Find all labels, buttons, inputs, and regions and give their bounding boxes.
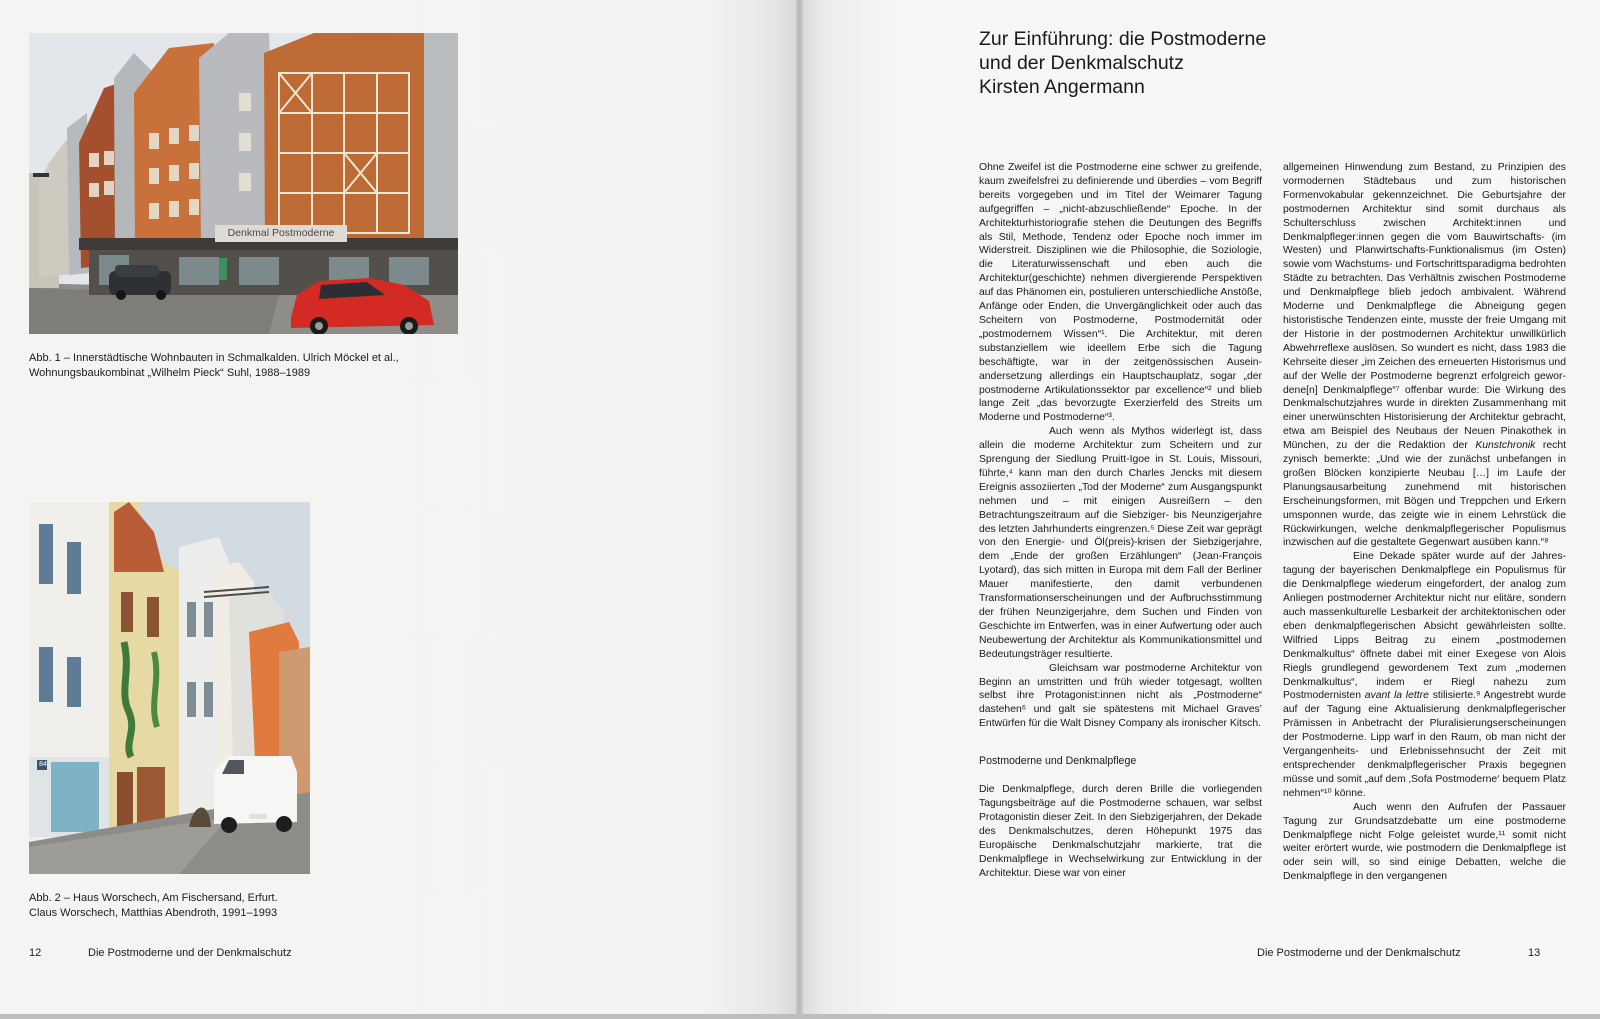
section-heading: Postmoderne und Denkmalpflege: [979, 755, 1137, 768]
paragraph: Auch wenn den Aufrufen der Passauer Tagung zur Grundsatzdebatte um eine postmoderne Denkmalpflege nicht Folge geleistet wurde,¹¹ somit nicht weiter erörtert wurde, wie postmodern die Denkmalpflege ist oder sein will, so sind einige Debatten, welche die Denkmalpflege in den vergangenen: [1283, 801, 1566, 883]
paragraph: [1283, 550, 1566, 800]
text-run: Eine Dekade später wurde auf der Jahrestagung der bayerischen Denkmalpflege ein Populismus für die Denkmalpflege wiederum eingefordert, der analog zum Anliegen postmoderner Architektur nicht nur elitäre, sondern auch massenkulturelle Lesbarkeit der architektonischen oder eben denkmalpflegerischen Absicht gewährleisten sollte. Wilfried Lipps Beitrag zu einem „postmodernen Denkmalkultus“ öffnete dabei mit einer Exegese von Alois Riegls grundlegend gewordenem Text zum „modernen Denkmalkultus“, indem er Riegl nahezu zum Postmodernisten: [1283, 551, 1566, 702]
text-run: recht zynisch bemerkte: „Und wie der zunächst unbefangen in großen Blöcken konzipierte Neubau […] im Laufe der Planungsausarbeitung zunehmend mit historischen Erscheinungsformen, mit Bögen und Treppchen und Erkern umsponnen wurde, das zeigte wie in einem Lehrstück die Rückwirkungen, welche denkmalpflegerischer Populismus inzwischen auf die gestaltete Gegenwart ausüben kann.“⁸: [1283, 440, 1566, 549]
text-column-2: [1283, 161, 1566, 884]
house-number-sign: 84: [39, 761, 47, 768]
text-column-1: [979, 161, 1262, 880]
paragraph: [1283, 161, 1566, 550]
page-number-left: 12: [29, 947, 42, 959]
caption-line: Abb. 2 – Haus Worschech, Am Fischersand, Erfurt.: [29, 892, 278, 904]
left-page: [0, 0, 796, 1014]
paragraph: Die Denkmalpflege, durch deren Brille die vorliegenden Tagungsbeiträge auf die Postmoderne schauen, war selbst Protagonistin dieser Zeit. In den Siebzigerjahren, der Dekade des Denkmalschutzes, deren Höhepunkt 1975 das Europäische Denkmalschutzjahr markierte, trat die Denkmalpflege in Wechselwirkung zur Entwicklung in der Architektur. Diese war von einer: [979, 784, 1262, 879]
paragraph: Gleichsam war postmoderne Architektur von Beginn an umstritten und früh wieder totgesagt, wollten selbst ihre Protagonist:innen nicht als „Postmoderne“ dastehen⁶ und galt sie spätestens mit Michael Graves’ Entwürfen für die Walt Disney Company als ironischer Kitsch.: [979, 662, 1262, 730]
italic-phrase: avant la lettre: [1364, 690, 1429, 702]
italic-title: Kunstchronik: [1475, 440, 1536, 452]
paragraph: Ohne Zweifel ist die Postmoderne eine schwer zu greifende, kaum zweifelsfrei zu definierende und überdies – vom Begriff bereits vorgegeben und im Titel der Weimarer Tagung aufgegriffen – „nicht-abzuschließende“ Epoche. In der Architekturhistoriografie stehen die Deutungen des Begriffs als Stil, Methode, Tendenz oder Epoche noch immer im Widerstreit. Disziplinen wie die Philosophie, die Soziologie, die Literaturwissenschaft und eben auch die Architektur(geschichte) nehmen divergierende Perspektiven auf das Phänomen ein, postulieren unterschiedliche Anstöße, Anfänge oder Enden, die Unvergänglichkeit oder auch das Scheitern von Postmoderne, Postmodernität oder „postmodernem Wissen“¹. Die Architektur, mit deren substanziellem wie ideellem Erbe sich die Tagung beschäftigte, war in der zeitgenössischen Auseinandersetzung allerdings ein Hauptschauplatz, sogar „der postmoderne Artikulationssektor par excellence“² und blieb lange Zeit „das bevorzugte Exerzierfeld des Streits um Moderne und Postmoderne“³.: [979, 162, 1262, 424]
figure-1-photo: [29, 33, 458, 334]
book-bottom-edge: [0, 1014, 1600, 1019]
caption-line: Claus Worschech, Matthias Abendroth, 1991–1993: [29, 907, 278, 919]
book-gutter: [796, 0, 803, 1014]
title-line: Zur Einführung: die Postmoderne: [979, 28, 1267, 50]
figure-1-sign: Denkmal Postmoderne: [215, 225, 347, 242]
figure-1-caption: [29, 351, 399, 381]
running-title-right: Die Postmoderne und der Denkmalschutz: [1257, 947, 1461, 959]
running-title-left: Die Postmoderne und der Denkmalschutz: [88, 947, 292, 959]
author-name: Kirsten Angermann: [979, 76, 1145, 98]
title-line: und der Denkmalschutz: [979, 52, 1184, 74]
paragraph: Auch wenn als Mythos widerlegt ist, dass allein die moderne Architektur zum Scheitern und zur Sprengung der Siedlung Pruitt-Igoe in St. Louis, Missouri, führte,⁴ kann man den durch Charles Jencks mit diesem Ereignis assoziierten „Tod der Moderne“ zum Ausgangspunkt nehmen und – mit einigen Ausreißern – den Betrachtungszeitraum auf die Siebziger- bis Neunzigerjahre des letzten Jahrhunderts eingrenzen.⁵ Diese Zeit war geprägt von den Energie- und Öl(preis)-krisen der Siebzigerjahre, dem „Ende der großen Erzählungen“ (Jean-François Lyotard), das sich mitten in Europa mit dem Fall der Berliner Mauer manifestierte, den damit verbundenen Transformationserscheinungen und der Aufbruchsstimmung der frühen Neunzigerjahre, dem Suchen und Finden von Geschichte im Entwerfen, was in einer Aufwertung oder auch Neubewertung der Architektur als Kommunikationsmittel und Bedeutungsträger resultierte.: [979, 426, 1262, 660]
chapter-title: [979, 27, 1399, 99]
caption-line: Abb. 1 – Innerstädtische Wohnbauten in Schmalkalden. Ulrich Möckel et al.,: [29, 352, 399, 364]
right-page: [803, 0, 1600, 1014]
figure-2-photo: [29, 502, 310, 874]
figure-2-caption: [29, 891, 278, 921]
page-number-right: 13: [1528, 947, 1541, 959]
text-run: stilisierte.⁹ Angestrebt wurde auf der Tagung eine Aktualisierung denkmalpflegerischer Prämissen in Anbetracht der Pluralisierungserscheinungen der Postmoderne. Lipp warf in den Raum, ob man nicht der Vergangenheits- und Erlebnissehnsucht der Zeit mit entsprechender denkmalpflegerischer Praxis begegnen müsse und somit „auf dem ‚Sofa Postmoderne‘ bequem Platz nehmen“¹⁰ könne.: [1283, 690, 1566, 799]
text-run: allgemeinen Hinwendung zum Bestand, zu Prinzipien des vormodernen Städtebaus und zum historischen Formenvokabular gekennzeichnet. Die Geburtsjahre der postmodernen Architektur sind somit durchaus als Schulterschluss zwischen Architekt:innen und Denkmalpfleger:innen gegen die vom Bauwirtschafts- (im Westen) und Planwirtschafts-Funktionalismus (im Osten) sowie vom Wachstums- und Fortschrittsparadigma bedrohten Städte zu betrachten. Das Verhältnis zwischen Postmoderne und Denkmalpflege blieb jedoch ambivalent. Während Moderne und Denkmalpflege die Abneigung gegen historistische Tendenzen einte, musste der freie Umgang mit der Historie in der postmodernen Architektur unwillkürlich Abwehrreflexe auslösen. So wundert es nicht, dass 1983 die Kehrseite dieser „im Zeichen des erneuerten Historismus und auf der Welle der Postmoderne begrenzt erfolgreich gewordene[n] Denkmalpflege“⁷ offenbar wurde: Die Wirkung des Denkmalschutzjahres wurde in direkten Zusammenhang mit einer unerwünschten Historisierung der Architektur gebracht, etwa am Beispiel des Neubaus der Neuen Pinakothek in München, zu der die Redaktion der: [1283, 162, 1566, 452]
caption-line: Wohnungsbaukombinat „Wilhelm Pieck“ Suhl, 1988–1989: [29, 367, 311, 379]
